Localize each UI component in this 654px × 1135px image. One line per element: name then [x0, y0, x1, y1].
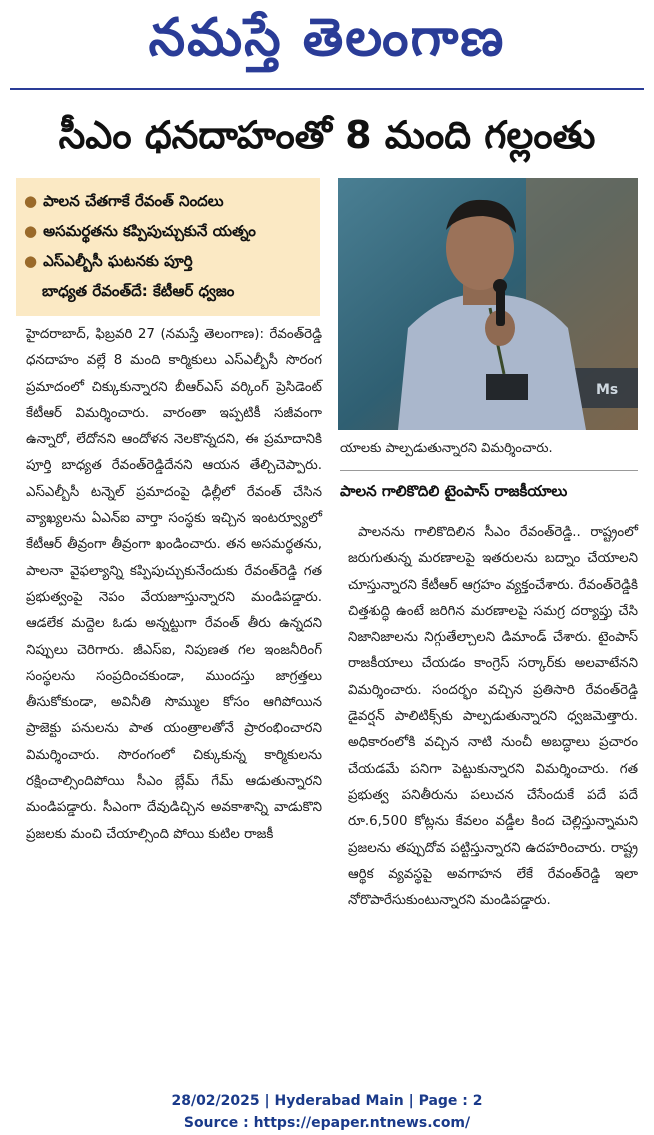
- highlights-box: [16, 178, 320, 316]
- article-body-right: పాలనను గాలికొదిలిన సీఎం రేవంత్‌రెడ్డి.. రాష్ట్రంలో జరుగుతున్న మరణాలపై ఇతరులను బద్నాం చేయాలని చూస్తున్నారని కేటీఆర్ ఆగ్రహం వ్యక్తంచేశారు. రేవంత్‌రెడ్డికి చిత్తశుద్ధి ఉంటే జరిగిన మరణాలపై సమగ్ర దర్యాప్తు చేసి నిజానిజాలను నిగ్గుతేల్చాలని డిమాండ్ చేశారు. టైంపాస్ రాజకీయాలు చేయడం కాంగ్రెస్ సర్కార్‌కు అలవాటేనని విమర్శించారు. సందర్భం వచ్చిన ప్రతిసారి రేవంత్‌రెడ్డి డైవర్షన్ పాలిటిక్స్‌కు పాల్పడుతున్నారని ధ్వజమెత్తారు. అధికారంలోకి వచ్చిన నాటి నుంచీ అబద్ధాలు ప్రచారం చేయడమే పనిగా పెట్టుకున్నారని విమర్శించారు. గత ప్రభుత్వ పనితీరును పలుచన చేసేందుకే పదే పదే రూ.6,500 కోట్లను కేవలం వడ్డీల కింద చెల్లిస్తున్నామని ప్రజలను తప్పుదోవ పట్టిస్తున్నారని ఉదహరించారు. రాష్ట్ర ఆర్థిక వ్యవస్థపై అవగాహన లేకే రేవంత్‌రెడ్డి ఇలా నోరొపారేసుకుంటున్నారని మండిపడ్డారు.: [348, 525, 638, 909]
- article-left-column: [26, 322, 322, 848]
- highlight-item: ● ఎస్ఎల్బీసీ ఘటనకు పూర్తి బాధ్యత రేవంత్‌దే: కేటీఆర్ ధ్వజం: [24, 246, 312, 306]
- page-footer: [0, 1090, 654, 1134]
- footer-source-link[interactable]: Source : https://epaper.ntnews.com/: [183, 1115, 471, 1131]
- photo-caption: యాలకు పాల్పడుతున్నారని విమర్శించారు.: [340, 441, 553, 456]
- bullet-dot-icon: ●: [24, 222, 38, 240]
- subheading: పాలన గాలికొదిలి టైంపాస్ రాజకీయాలు: [340, 482, 568, 500]
- footer-edition-info: 28/02/2025 | Hyderabad Main | Page : 2: [171, 1093, 483, 1109]
- bullet-dot-icon: ●: [24, 192, 38, 210]
- bullet-dot-icon: ●: [24, 252, 38, 270]
- masthead-title: నమస్తే తెలంగాణ: [148, 7, 506, 68]
- news-photo: [338, 178, 638, 430]
- article-right-column: [348, 520, 638, 914]
- article-body-left: హైదరాబాద్, ఫిబ్రవరి 27 (నమస్తే తెలంగాణ): రేవంత్‌రెడ్డి ధనదాహం వల్లే 8 మంది కార్మికులు ఎస్ఎల్బీసీ సొరంగ ప్రమాదంలో చిక్కుకున్నారని బీఆర్ఎస్ వర్కింగ్ ప్రెసిడెంట్ కేటీఆర్ విమర్శించారు. వారంతా ఇప్పటికీ సజీవంగా ఉన్నారో, లేదోనని ఆందోళన నెలకొన్నదని, ఈ ప్రమాదానికి పూర్తి బాధ్యత రేవంత్‌రెడ్డిదేనని ఆయన తేల్చిచెప్పారు. ఎస్ఎల్బీసీ టన్నెల్ ప్రమాదంపై ఢిల్లీలో రేవంత్ చేసిన వ్యాఖ్యలను ఏఎన్ఐ వార్తా సంస్థకు ఇచ్చిన ఇంటర్వ్యూలో కేటీఆర్ తీవ్రంగా తీవ్రంగా ఖండించారు. తన అసమర్థతను, పాలనా వైఫల్యాన్ని కప్పిపుచ్చుకునేందుకు రేవంత్‌రెడ్డి గత ప్రభుత్వంపై నెపం వేయజూస్తున్నారని మండిపడ్డారు. ఆడలేక మద్దెల ఓడు అన్నట్టుగా రేవంత్ తీరు ఉన్నదని నిప్పులు చెరిగారు. జీఎస్ఐ, నిపుణత గల ఇంజనీరింగ్ సంస్థలను సంప్రదించకుండా, ముందస్తు జాగ్రత్తలు తీసుకోకుండా, అవినీతి సొమ్ముల కోసం ఆగిపోయిన ప్రాజెక్టు పనులను పాత యంత్రాలతోనే ప్రారంభించారని విమర్శించారు. సొరంగంలో చిక్కుకున్న కార్మికులను రక్షించాల్సిందిపోయి సీఎం బ్లేమ్ గేమ్ ఆడుతున్నారని మండిపడ్డారు. సీఎంగా దేవుడిచ్చిన అవకాశాన్ని వాడుకొని ప్రజలకు మంచి చేయాల్సింది పోయి కుటిల రాజకీ: [26, 327, 322, 842]
- highlight-continuation: బాధ్యత రేవంత్‌దే: కేటీఆర్ ధ్వజం: [42, 282, 235, 300]
- highlight-item: ● పాలన చేతగాకే రేవంత్ నిందలు: [24, 192, 224, 210]
- headline: సీఎం ధనదాహంతో 8 మంది గల్లంతు: [58, 113, 596, 157]
- masthead-rule: [10, 88, 644, 90]
- subhead-rule: [340, 470, 638, 471]
- banner-text: Ms: [596, 382, 619, 398]
- speaker-photo: [338, 178, 638, 430]
- highlight-item: ● అసమర్థతను కప్పిపుచ్చుకునే యత్నం: [24, 222, 256, 240]
